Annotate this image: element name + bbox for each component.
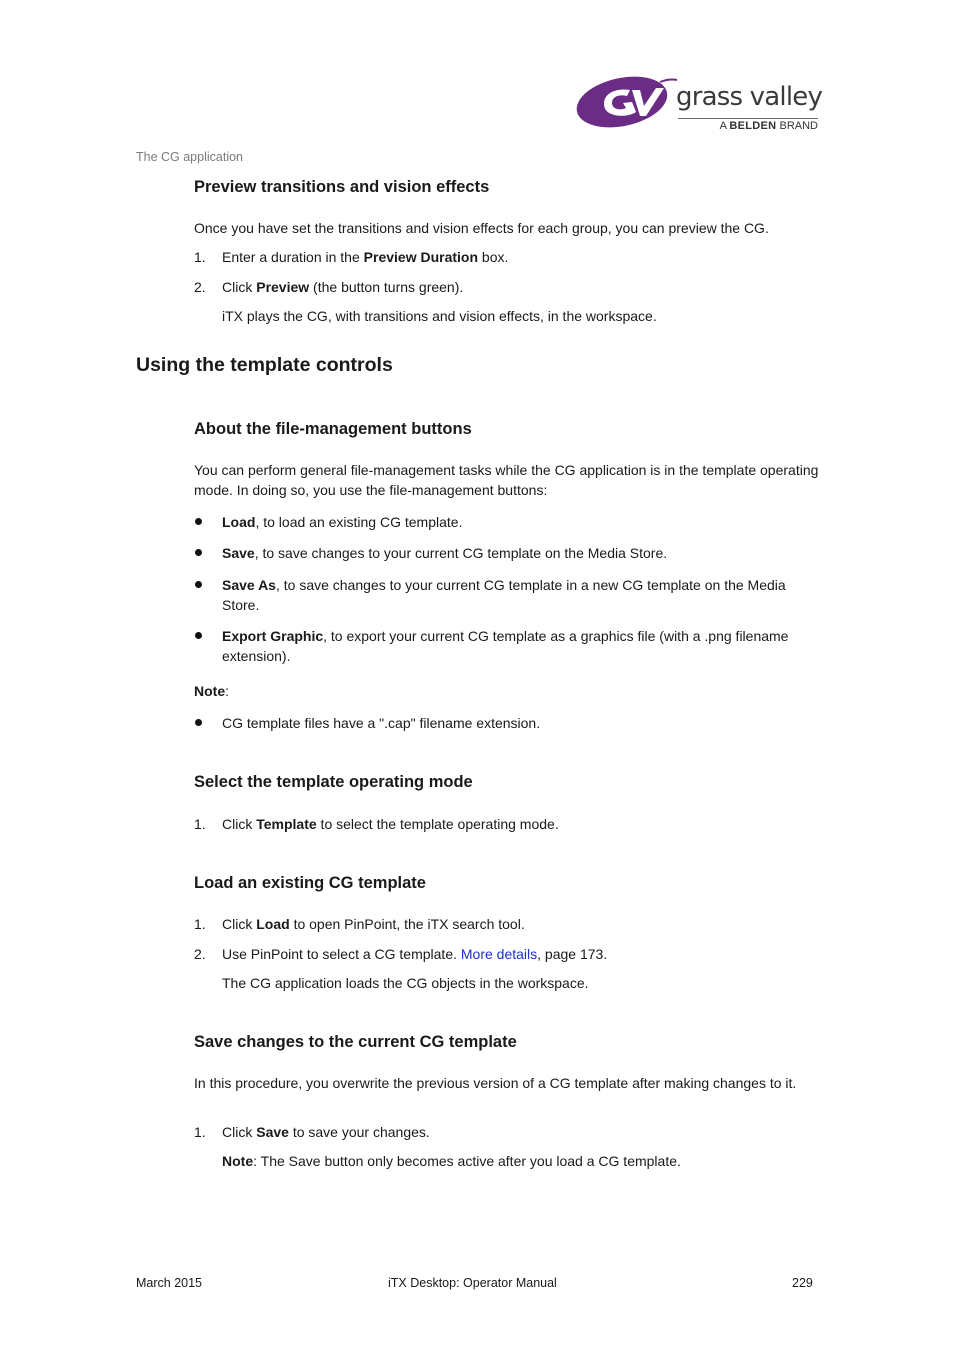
bullet-icon <box>195 549 202 556</box>
load-step-2: Use PinPoint to select a CG template. More details, page 173. <box>222 946 608 962</box>
heading-preview: Preview transitions and vision effects <box>194 178 490 196</box>
bullet-icon <box>195 581 202 588</box>
list-item-save-as: Save As, to save changes to your current CG template in a new CG template on the Media Store. <box>222 577 786 613</box>
preview-step-2: Click Preview (the button turns green). <box>222 279 464 295</box>
load-step-1: Click Load to open PinPoint, the iTX search tool. <box>222 916 525 932</box>
load-result: The CG application loads the CG objects in the workspace. <box>222 975 589 991</box>
step-number: 1. <box>194 1124 206 1140</box>
bullet-icon <box>195 719 202 726</box>
save-note: Note: The Save button only becomes active after you load a CG template. <box>222 1153 681 1169</box>
preview-intro: Once you have set the transitions and vision effects for each group, you can preview the CG. <box>194 220 769 236</box>
heading-save-changes: Save changes to the current CG template <box>194 1033 517 1051</box>
more-details-link[interactable]: More details <box>460 946 538 962</box>
heading-load-template: Load an existing CG template <box>194 874 426 892</box>
brand-tagline: A BELDEN BRAND <box>719 120 818 132</box>
note-item: CG template files have a ".cap" filename extension. <box>222 715 541 731</box>
select-step-1: Click Template to select the template operating mode. <box>222 816 559 832</box>
list-item-load: Load, to load an existing CG template. <box>222 514 463 530</box>
note-label: Note: <box>194 683 230 699</box>
heading-select-mode: Select the template operating mode <box>194 773 473 791</box>
footer-page-number: 229 <box>792 1276 813 1290</box>
gv-logo-icon <box>574 72 678 128</box>
heading-using-template-controls: Using the template controls <box>136 354 393 376</box>
grass-valley-logo <box>574 70 824 136</box>
step-number: 2. <box>194 279 206 295</box>
bullet-icon <box>195 518 202 525</box>
footer-title: iTX Desktop: Operator Manual <box>388 1276 557 1290</box>
save-step-1: Click Save to save your changes. <box>222 1124 430 1140</box>
step-number: 1. <box>194 816 206 832</box>
step-number: 1. <box>194 916 206 932</box>
step-number: 2. <box>194 946 206 962</box>
brand-name: grass valley <box>676 82 823 112</box>
heading-about-file-buttons: About the file-management buttons <box>194 420 472 438</box>
about-intro: You can perform general file-management tasks while the CG application is in the template operating mode. In doing so, you use the file-management buttons: <box>194 462 819 498</box>
save-intro: In this procedure, you overwrite the previous version of a CG template after making changes to it. <box>194 1075 797 1091</box>
step-number: 1. <box>194 249 206 265</box>
preview-step-1: Enter a duration in the Preview Duration box. <box>222 249 509 265</box>
bullet-icon <box>195 632 202 639</box>
list-item-save: Save, to save changes to your current CG template on the Media Store. <box>222 545 668 561</box>
preview-result: iTX plays the CG, with transitions and vision effects, in the workspace. <box>222 308 657 324</box>
footer-date: March 2015 <box>136 1276 203 1290</box>
running-head: The CG application <box>136 150 244 164</box>
brand-rule <box>678 118 818 119</box>
list-item-export-graphic: Export Graphic, to export your current CG template as a graphics file (with a .png filename extension). <box>222 628 789 664</box>
